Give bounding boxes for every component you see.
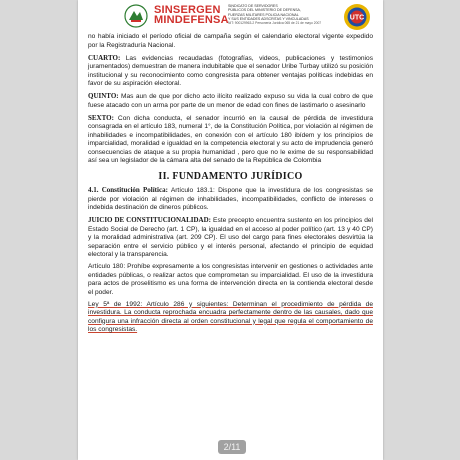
paragraph-ley5: Ley 5ª de 1992: Artículo 286 y siguientes: Determinan el procedimiento de pérdida de investidura. La conducta reprochada encuadra perfectamente dentro de las causales, dado que configura una infracción directa al orden constitucional y legal que regula el comportamiento de los congresistas. [88, 300, 373, 333]
cuarto-text: Las evidencias recaudadas (fotografías, videos, publicaciones y testimonios juramentados) demuestran de manera indubitable que el senador Uribe Turbay utilizó su posición institucional y su reconocimiento como congresista para obtener ventajas políticas indebidas en favor de su aspiración electoral. [88, 54, 373, 87]
paragraph-juicio [88, 216, 373, 260]
section-title: II. FUNDAMENTO JURÍDICO [158, 170, 303, 182]
quinto-label: QUINTO: [88, 92, 119, 100]
document-page [78, 0, 383, 460]
org-line: FUERZAS MILITARES POLICIA NACIONAL [228, 12, 299, 17]
quinto-text: Mas aun de que por dicho acto ilícito realizado expuso su vida la cual cobro de que fuese atacado con un arma por parte de un menor de edad con fines de lastimarlo o asesinarlo [88, 93, 373, 109]
intro-paragraph: no había iniciado el período oficial de campaña según el calendario electoral vigente expedido por la Registraduría Nacional. [88, 33, 373, 49]
org-line: SINDICATO DE SERVIDORES [228, 4, 278, 8]
paragraph-4-1 [88, 186, 373, 213]
juicio-text: Este precepto encuentra sustento en los principios del Estado Social de Derecho (art. 1 CP), la igualdad en el acceso al poder político (art. 13 y 40 CP) y la moralidad administrativa (art. 209 CP). El uso del cargo para fines electorales desvirtúa la separación entre el servicio público y el interés personal, afectando el principio de equidad electoral y la transparencia. [88, 217, 373, 258]
org-line: Y SUS ENTIDADES ADSCRITAS Y VINCULADAS [228, 16, 309, 21]
paragraph-sexto [88, 114, 373, 166]
paragraph-art180: Artículo 180: Prohíbe expresamente a los congresistas intervenir en gestiones o actividades ante entidades públicas, o realizar actos que comprometan su imparcialidad. El uso de la investidura para actos de proselitismo es una forma de intervención directa en la contienda electoral desde el poder. [88, 263, 373, 296]
juicio-label: JUICIO DE CONSTITUCIONALIDAD: [88, 216, 211, 224]
paragraph-quinto [88, 92, 373, 110]
org-line: PÚBLICOS DEL MINISTERIO DE DEFENSA, [228, 8, 301, 13]
paragraph-cuarto [88, 54, 373, 89]
union-brand [154, 5, 229, 25]
document-body [88, 33, 373, 338]
brand-line-2: MINDEFENSA [154, 14, 229, 26]
cuarto-label: CUARTO: [88, 53, 121, 62]
nit-line: NIT: 900129963-2 Personería Jurídica 065 de 21 de mayo 2007 [228, 21, 322, 26]
sexto-label: SEXTO: [88, 113, 114, 122]
union-logo-icon [124, 4, 148, 28]
brand-line-1: SINSERGEN [154, 4, 221, 16]
union-description [228, 4, 338, 25]
seal-label: UTC [349, 14, 365, 22]
page-indicator: 2/11 [218, 440, 246, 454]
p41-label: 4.1. Constitución Política: [88, 186, 168, 194]
p41-text: Artículo 183.1: Dispone que la investidura de los congresistas se pierde por violación al régimen de inhabilidades, incompatibilidades, conflicto de intereses o indebida destinación de dineros públicos. [88, 187, 373, 211]
sexto-text: Con dicha conducta, el senador incurrió en la causal de pérdida de investidura consagrada en el artículo 183, numeral 1°, de la Constitución Política, por violación al régimen de inhabilidades e incompatibilidades, en conexión con el artículo 180 ibídem y los principios de imparcialidad, moralidad e igualdad en la competencia electoral y su acto de imprudencia generó consecuencias de ataque a su propia humanidad , pero que no le exime de su responsabilidad así sea un legislador de la cámara alta del senado de la República de Colombia [88, 114, 373, 164]
utc-seal-icon [343, 3, 371, 31]
